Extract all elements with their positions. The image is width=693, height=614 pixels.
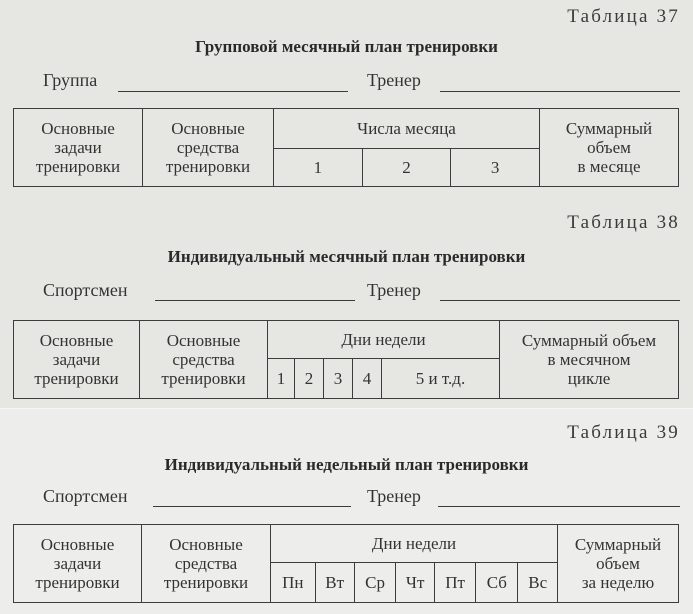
subcol-cell: Вс	[518, 563, 558, 603]
table-number: Таблица 37	[567, 6, 680, 27]
subcol-cell: Чт	[396, 563, 435, 603]
group-field-label: Группа	[43, 70, 98, 90]
plan-table	[13, 320, 679, 399]
header-cell-total: Суммарный объем в месячном цикле	[500, 321, 679, 399]
subcol-cell: 1	[274, 149, 363, 187]
header-cell-means: Основные средства тренировки	[142, 525, 271, 603]
header-cell-tasks: Основные задачи тренировки	[14, 321, 140, 399]
subcol-cell: Пт	[435, 563, 476, 603]
subcol-cell: Пн	[271, 563, 316, 603]
subcol-cell: 1	[268, 359, 295, 399]
subcol-cell: 3	[324, 359, 353, 399]
header-cell-total: Суммарный объем за неделю	[558, 525, 679, 603]
table-title: Групповой месячный план тренировки	[195, 37, 498, 56]
subcol-cell: 2	[362, 149, 451, 187]
subcol-cell: Ср	[354, 563, 395, 603]
table-title: Индивидуальный месячный план тренировки	[167, 247, 526, 266]
athlete-field-label: Спортсмен	[43, 486, 128, 506]
plan-table	[13, 108, 679, 187]
table-title: Индивидуальный недельный план тренировки	[164, 455, 529, 474]
header-cell-group: Числа месяца	[274, 109, 540, 149]
subcol-cell: Вт	[315, 563, 354, 603]
subcol-cell: 4	[353, 359, 382, 399]
header-cell-group: Дни недели	[268, 321, 500, 359]
table-number: Таблица 38	[567, 212, 680, 233]
coach-field-label: Тренер	[367, 486, 421, 506]
coach-field-label: Тренер	[367, 70, 421, 90]
subcol-cell: 2	[295, 359, 324, 399]
coach-field-label: Тренер	[367, 280, 421, 300]
subcol-cell: 3	[451, 149, 540, 187]
table-number: Таблица 39	[567, 422, 680, 443]
subcol-cell: 5 и т.д.	[382, 359, 500, 399]
header-cell-means: Основные средства тренировки	[143, 109, 274, 187]
header-cell-means: Основные средства тренировки	[140, 321, 268, 399]
header-cell-total: Суммарный объем в месяце	[540, 109, 679, 187]
subcol-cell: Сб	[476, 563, 518, 603]
header-cell-group: Дни недели	[271, 525, 558, 563]
header-cell-tasks: Основные задачи тренировки	[14, 109, 143, 187]
athlete-field-label: Спортсмен	[43, 280, 128, 300]
header-cell-tasks: Основные задачи тренировки	[14, 525, 142, 603]
plan-table	[13, 524, 679, 603]
